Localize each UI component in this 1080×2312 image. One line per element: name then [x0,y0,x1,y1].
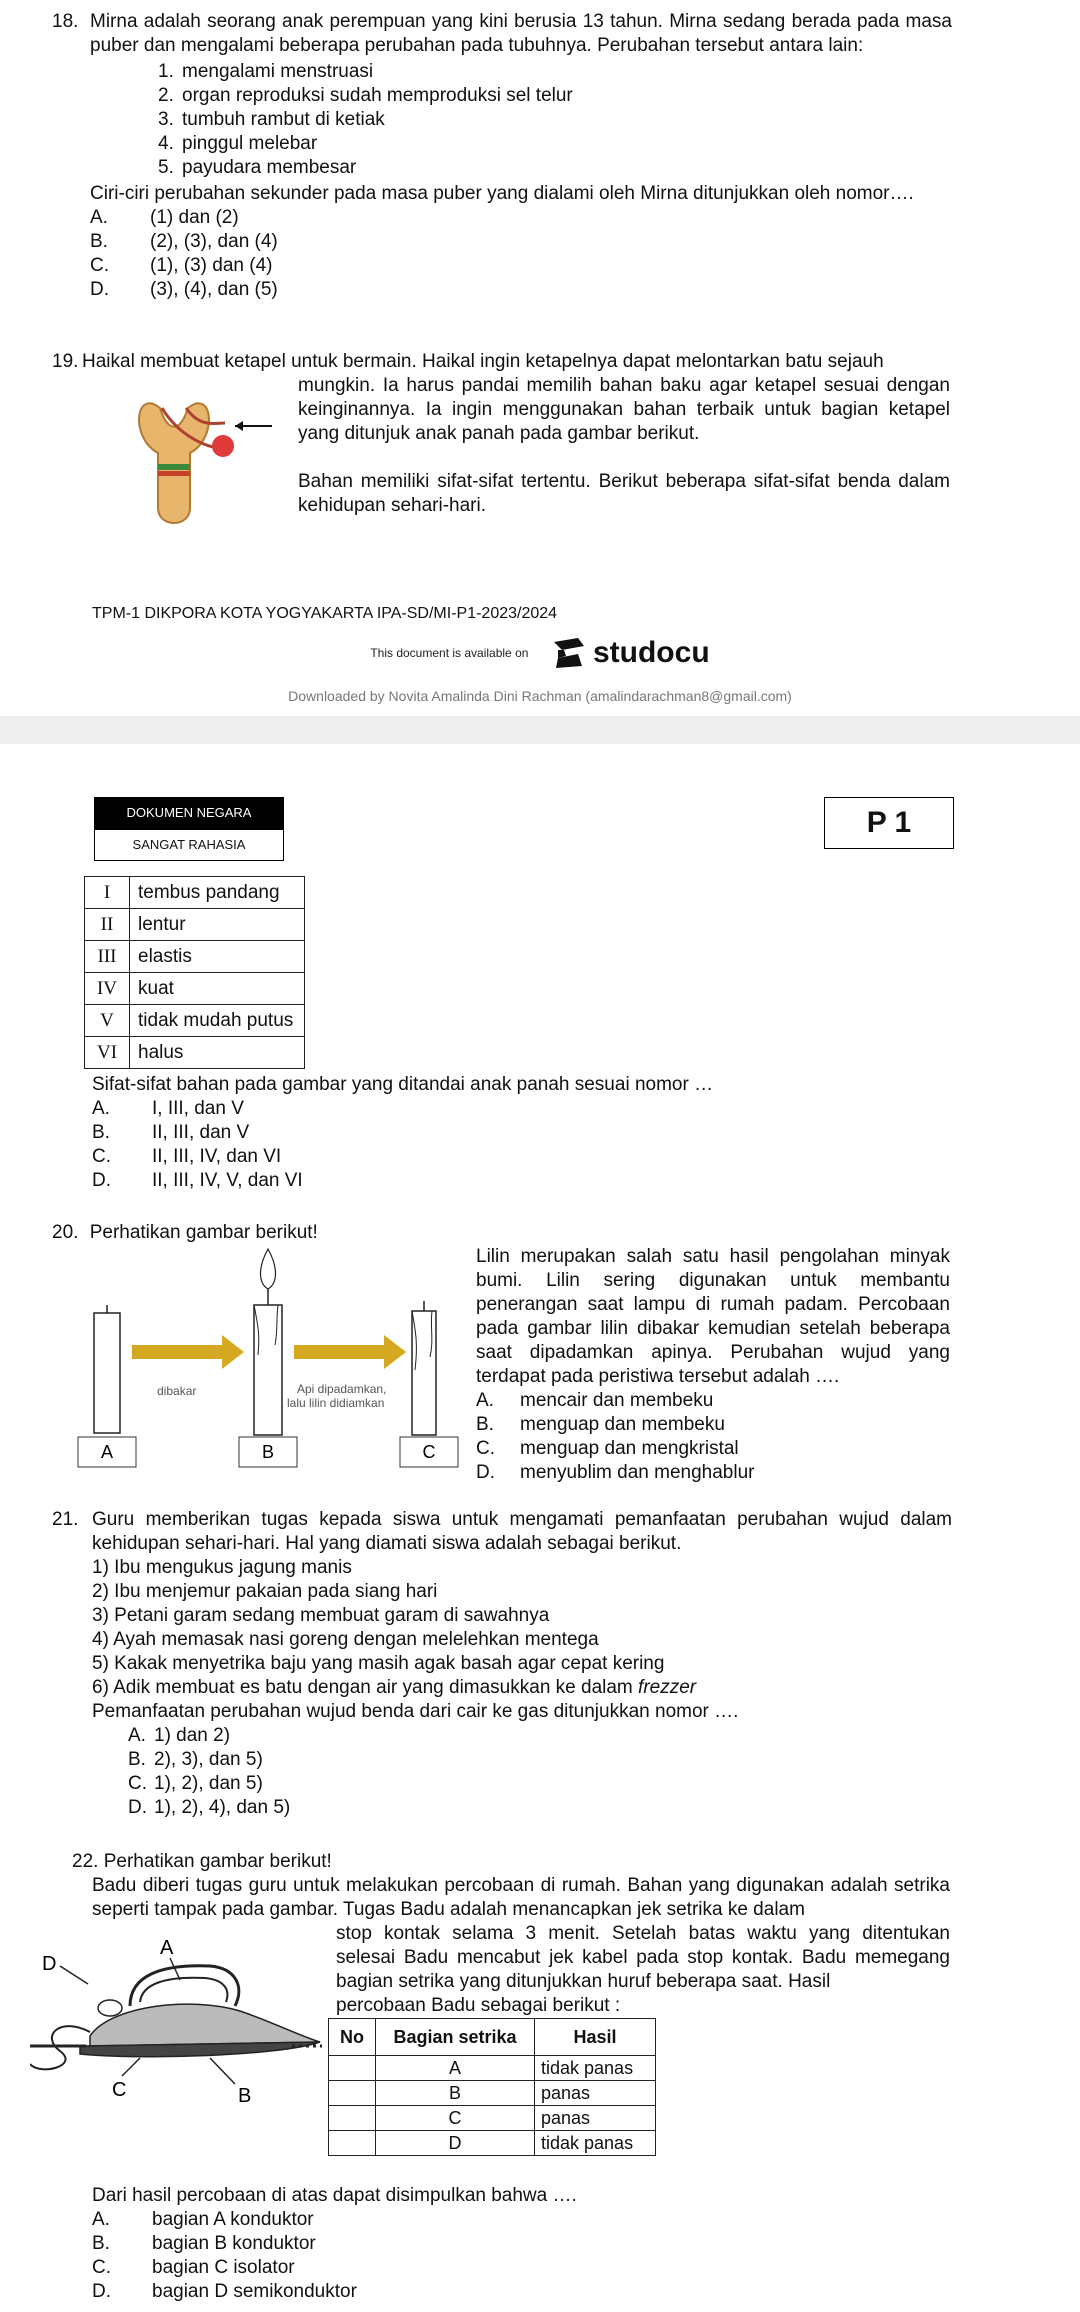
label-d: D [42,1953,57,1975]
question-title-line [72,1850,950,1874]
option-d[interactable]: D. 1), 2), 4), dan 5) [128,1797,291,1818]
question-21 [52,1508,952,1820]
question-22-head [72,1850,950,1922]
question-number: 20. [52,1222,79,1243]
iron-dial [98,2000,122,2016]
question-paragraph: Lilin merupakan salah satu hasil pengolahan minyak bumi. Lilin sering digunakan untuk membantu penerangan saat lampu di rumah padam. Percobaan pada gambar lilin dibakar kemudian setelah beberapa saat dipadamkan apinya. Perubahan wujud yang terdapat pada peristiwa tersebut adalah …. [476,1246,950,1387]
arrow-head [235,421,243,431]
change-list [158,60,952,180]
question-19-head [52,350,952,374]
iron-body [90,2004,320,2046]
option-c[interactable]: C. bagian C isolator [92,2257,295,2278]
table-row: D tidak panas [329,2131,656,2156]
slingshot-image [120,378,280,538]
table-row: VI halus [85,1037,305,1069]
label-api-1: Api dipadamkan, [297,1382,387,1396]
question-text: Ciri-ciri perubahan sekunder pada masa puber yang dialami oleh Mirna ditunjukkan oleh nomor…. [90,183,914,204]
list-item: 4) Ayah memasak nasi goreng dengan melelehkan mentega [92,1629,599,1650]
label-dibakar: dibakar [157,1384,197,1398]
table-row: A tidak panas [329,2056,656,2081]
option-a[interactable]: A. mencair dan membeku [476,1390,714,1411]
doc-negara-label: DOKUMEN NEGARA [94,797,284,829]
table-row: III elastis [85,941,305,973]
question-number: 18. [52,11,79,32]
question-text: Dari hasil percobaan di atas dapat disimpulkan bahwa …. [92,2185,577,2206]
table-row: II lentur [85,909,305,941]
question-paragraph: mungkin. Ia harus pandai memilih bahan baku agar ketapel sesuai dengan keinginannya. Ia ingin menggunakan bahan terbaik untuk bagian ketapel yang ditunjuk anak panah pada gambar berikut. [298,375,950,444]
header-part: Bagian setrika [376,2019,535,2056]
options [90,206,952,302]
option-d[interactable]: D. menyublim dan menghablur [476,1462,755,1483]
option-c[interactable]: C. II, III, IV, dan VI [92,1146,282,1167]
candle-a [94,1313,120,1433]
option-d[interactable]: D. II, III, IV, V, dan VI [92,1170,303,1191]
question-number: 21. [52,1509,79,1530]
question-title: Perhatikan gambar berikut! [89,1222,318,1243]
iron-handle [130,1966,239,2006]
arrow-2 [294,1335,406,1369]
label-c: C [422,1442,436,1462]
flame [261,1249,276,1289]
label-b: B [261,1442,275,1462]
stone-pouch [212,435,234,457]
rahasia-label: SANGAT RAHASIA [94,829,284,861]
question-19-body [298,374,950,518]
table-header-row [329,2019,656,2056]
paper-code: P 1 [824,797,954,849]
question-title: Perhatikan gambar berikut! [103,1851,332,1872]
header-no: No [329,2019,376,2056]
label-api-2: lalu lilin didiamkan [287,1396,385,1410]
option-c[interactable]: C. (1), (3) dan (4) [90,255,273,276]
download-note: Downloaded by Novita Amalinda Dini Rachman (amalindarachman8@gmail.com) [288,688,792,704]
slingshot-band-red [158,471,190,476]
list-item: 6) Adik membuat es batu dengan air yang dimasukkan ke dalam frezzer [92,1677,697,1698]
option-b[interactable]: B. II, III, dan V [92,1122,250,1143]
label-b: B [238,2085,252,2107]
option-d[interactable]: D. (3), (4), dan (5) [90,279,278,300]
candle-b [254,1305,282,1435]
question-22-options [92,2184,892,2304]
list-item: 4. pinggul melebar [158,133,318,154]
question-intro: Badu diberi tugas guru untuk melakukan percobaan di rumah. Bahan yang digunakan adalah setrika seperti tampak pada gambar. Tugas Badu adalah menancapkan jek setrika ke dalam [92,1875,950,1920]
question-20-body [476,1245,950,1485]
studocu-banner [0,636,1080,670]
option-c[interactable]: C. 1), 2), dan 5) [128,1773,263,1794]
list-item: 3) Petani garam sedang membuat garam di sawahnya [92,1605,550,1626]
option-a[interactable]: A. I, III, dan V [92,1098,244,1119]
list-item: 5. payudara membesar [158,157,357,178]
exam-code: TPM-1 DIKPORA KOTA YOGYAKARTA IPA-SD/MI-P1-2023/2024 [92,605,558,622]
list-item: 3. tumbuh rambut di ketiak [158,109,385,130]
table-row: V tidak mudah putus [85,1005,305,1037]
label-a: A [100,1442,114,1462]
option-c[interactable]: C. menguap dan mengkristal [476,1438,739,1459]
header-result: Hasil [535,2019,656,2056]
properties-table [84,876,305,1069]
candle-c [412,1311,436,1435]
studocu-logo-icon [548,636,588,670]
label-c: C [112,2079,127,2101]
result-table [328,2018,656,2156]
option-d[interactable]: D. bagian D semikonduktor [92,2281,357,2302]
question-number: 22. [72,1851,99,1872]
question-paragraph-2: Bahan memiliki sifat-sifat tertentu. Berikut beberapa sifat-sifat benda dalam kehidupan sehari-hari. [298,471,950,516]
options [128,1724,952,1820]
list-item: 5) Kakak menyetrika baju yang masih agak basah agar cepat kering [92,1653,665,1674]
label-a: A [160,1937,174,1959]
brand-name: studocu [592,636,710,669]
option-a[interactable]: A. bagian A konduktor [92,2209,314,2230]
question-18 [52,10,952,302]
question-text: Sifat-sifat bahan pada gambar yang ditandai anak panah sesuai nomor … [92,1074,714,1095]
question-text: Pemanfaatan perubahan wujud benda dari cair ke gas ditunjukkan nomor …. [92,1701,739,1722]
page-break [0,716,1080,744]
arrow-1 [132,1335,244,1369]
list-item: 1. mengalami menstruasi [158,61,374,82]
option-b[interactable]: B. (2), (3), dan (4) [90,231,278,252]
question-intro: Mirna adalah seorang anak perempuan yang kini berusia 13 tahun. Mirna sedang berada pada masa puber dan mengalami beberapa perubahan pada tubuhnya. Perubahan tersebut antara lain: [90,11,952,56]
iron-image [30,1936,330,2116]
slingshot-band-green [158,464,190,470]
question-intro: Guru memberikan tugas kepada siswa untuk mengamati pemanfaatan perubahan wujud dalam kehidupan sehari-hari. Hal yang diamati siswa adalah sebagai berikut. [92,1509,952,1554]
question-paragraph-tail: percobaan Badu sebagai berikut : [336,1995,621,2016]
option-b[interactable]: B. menguap dan membeku [476,1414,725,1435]
option-a[interactable]: A. (1) dan (2) [90,207,239,228]
question-paragraph: stop kontak selama 3 menit. Setelah batas waktu yang ditentukan selesai Badu mencabut jek kabel pada stop kontak. Badu memegang bagian setrika yang ditunjukkan huruf beberapa saat. Hasil [336,1923,950,1992]
question-20-title [52,1221,318,1245]
question-line: Haikal membuat ketapel untuk bermain. Haikal ingin ketapelnya dapat melontarkan batu sejauh [82,351,884,372]
table-row: I tembus pandang [85,877,305,909]
option-b[interactable]: B. 2), 3), dan 5) [128,1749,263,1770]
observation-list [92,1556,952,1700]
table-row: C panas [329,2106,656,2131]
list-item: 1) Ibu mengukus jagung manis [92,1557,352,1578]
question-22-body [336,1922,950,2018]
candle-experiment-image [72,1245,472,1470]
table-row: B panas [329,2081,656,2106]
option-a[interactable]: A. 1) dan 2) [128,1725,231,1746]
table-row: IV kuat [85,973,305,1005]
list-item: 2) Ibu menjemur pakaian pada siang hari [92,1581,438,1602]
question-number: 19. [52,351,79,372]
option-b[interactable]: B. bagian B konduktor [92,2233,316,2254]
question-19-options [92,1073,892,1193]
list-item: 2. organ reproduksi sudah memproduksi sel telur [158,85,573,106]
doc-classification [94,797,284,861]
available-text: This document is available on [370,646,529,660]
